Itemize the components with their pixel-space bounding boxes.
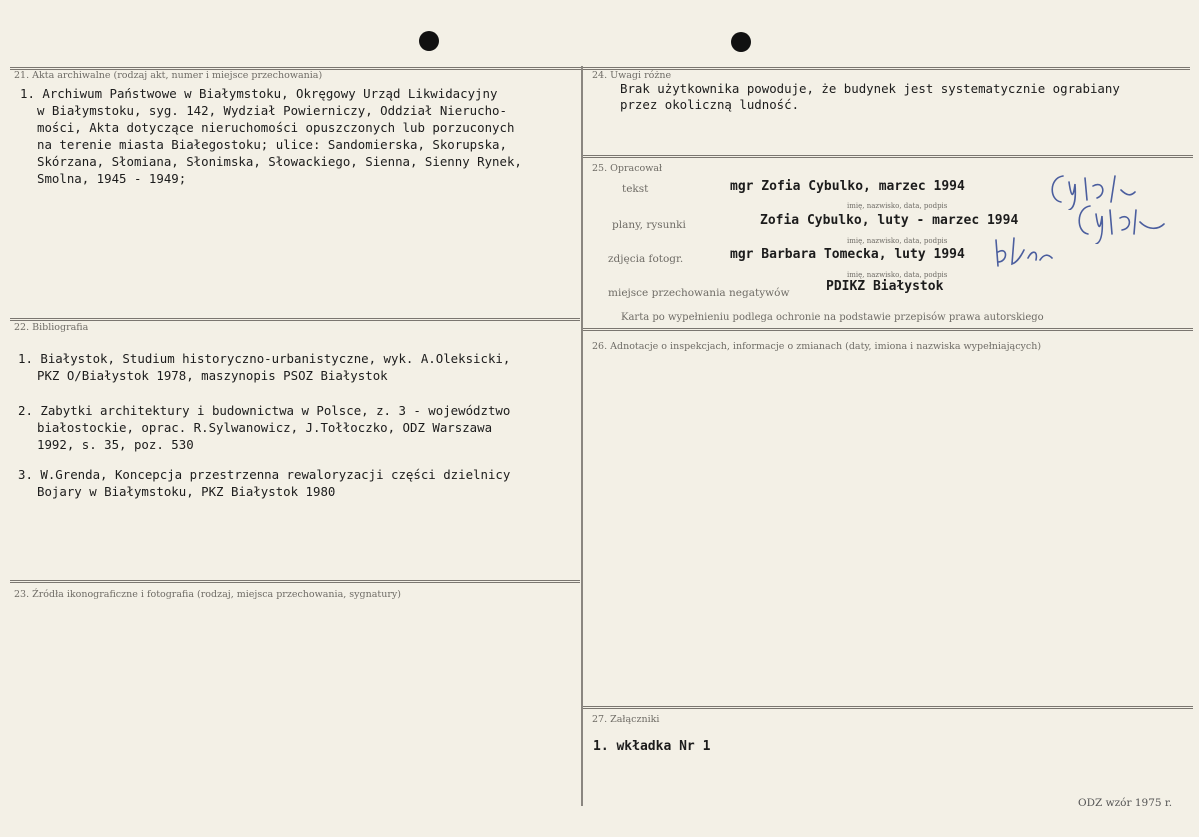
rule-right-25 <box>583 155 1193 158</box>
archive-line: na terenie miasta Białegostoku; ulice: Sandomierska, Skorupska, <box>37 137 507 152</box>
rule-right-27 <box>583 706 1193 709</box>
punch-hole-left <box>419 31 439 51</box>
plany-caption: imię, nazwisko, data, podpis <box>847 237 948 245</box>
tekst-value: mgr Zofia Cybulko, marzec 1994 <box>730 179 965 194</box>
signature-zdjecia <box>988 232 1058 272</box>
zdjecia-caption: imię, nazwisko, data, podpis <box>847 271 948 279</box>
section-26-label: 26. Adnotacje o inspekcjach, informacje o zmianach (daty, imiona i nazwiska wypełniających) <box>592 341 1042 352</box>
section-21-label: 21. Akta archiwalne (rodzaj akt, numer i miejsce przechowania) <box>14 70 323 81</box>
negatywy-label: miejsce przechowania negatywów <box>608 287 790 299</box>
bibliography-line: 1. Białystok, Studium historyczno-urbanistyczne, wyk. A.Oleksicki, <box>18 351 511 366</box>
bibliography-line: 3. W.Grenda, Koncepcja przestrzenna rewaloryzacji części dzielnicy <box>18 467 511 482</box>
tekst-caption: imię, nazwisko, data, podpis <box>847 202 948 210</box>
rule-left-23 <box>10 580 580 583</box>
bibliography-line: Bojary w Białymstoku, PKZ Białystok 1980 <box>37 484 336 499</box>
copyright-note: Karta po wypełnieniu podlega ochronie na podstawie przepisów prawa autorskiego <box>621 312 1044 323</box>
archive-line: Smolna, 1945 - 1949; <box>37 171 187 186</box>
archive-line: 1. Archiwum Państwowe w Białymstoku, Okręgowy Urząd Likwidacyjny <box>20 86 498 101</box>
form-footer: ODZ wzór 1975 r. <box>1078 797 1173 809</box>
archive-line: mości, Akta dotyczące nieruchomości opuszczonych lub porzuconych <box>37 120 515 135</box>
remarks-line: Brak użytkownika powoduje, że budynek jest systematycznie ograbiany <box>620 81 1120 96</box>
plany-value: Zofia Cybulko, luty - marzec 1994 <box>760 213 1019 228</box>
bibliography-line: 1992, s. 35, poz. 530 <box>37 437 194 452</box>
remarks-line: przez okoliczną ludność. <box>620 97 800 112</box>
section-22-label: 22. Bibliografia <box>14 322 89 333</box>
archive-line: Skórzana, Słomiana, Słonimska, Słowackiego, Sienna, Sienny Rynek, <box>37 154 522 169</box>
rule-left-22 <box>10 318 580 321</box>
bibliography-line: 2. Zabytki architektury i budownictwa w Polsce, z. 3 - województwo <box>18 403 511 418</box>
zdjecia-value: mgr Barbara Tomecka, luty 1994 <box>730 247 965 262</box>
section-24-label: 24. Uwagi różne <box>592 70 672 81</box>
negatywy-value: PDIKZ Białystok <box>826 279 944 294</box>
center-divider <box>581 66 583 806</box>
bibliography-line: białostockie, oprac. R.Sylwanowicz, J.Tołłoczko, ODZ Warszawa <box>37 420 493 435</box>
tekst-label: tekst <box>622 183 649 195</box>
section-27-label: 27. Załączniki <box>592 714 660 725</box>
bibliography-line: PKZ O/Białystok 1978, maszynopis PSOZ Białystok <box>37 368 388 383</box>
section-25-label: 25. Opracował <box>592 163 663 174</box>
zdjecia-label: zdjęcia fotogr. <box>608 253 684 265</box>
archive-line: w Białymstoku, syg. 142, Wydział Powierniczy, Oddział Nierucho- <box>37 103 507 118</box>
rule-right-26 <box>583 328 1193 331</box>
section-23-label: 23. Źródła ikonograficzne i fotografia (rodzaj, miejsca przechowania, sygnatury) <box>14 589 401 600</box>
signature-plany <box>1068 200 1168 244</box>
attachment-item: 1. wkładka Nr 1 <box>593 739 711 754</box>
punch-hole-right <box>731 32 751 52</box>
plany-label: plany, rysunki <box>612 219 686 231</box>
